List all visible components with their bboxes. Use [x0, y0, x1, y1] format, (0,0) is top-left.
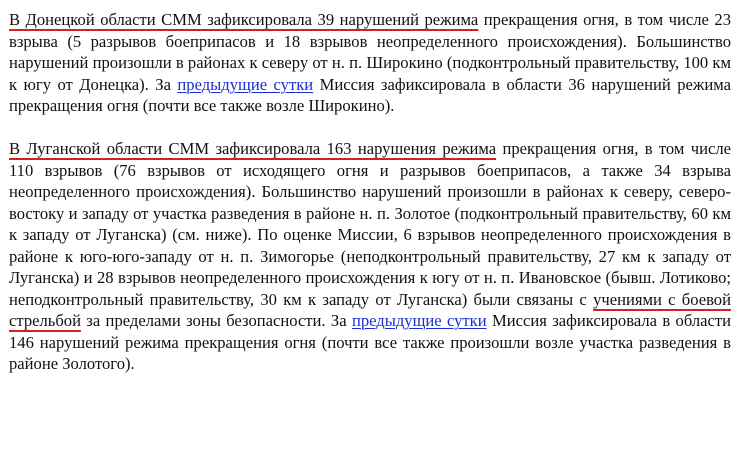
previous-day-link[interactable]: предыдущие сутки — [177, 74, 314, 94]
previous-day-link[interactable]: предыдущие сутки — [351, 311, 487, 330]
paragraph-text: за пределами зоны безопасности. За — [80, 311, 352, 330]
paragraph-text: Миссия зафиксировала в области 36 нарушений режима прекращения огня (почти все также возле Широкино). — [9, 74, 732, 115]
paragraph-text: Миссия зафиксировала в области 146 нарушений режима прекращения огня (почти все также произошли возле участка разведения в районе Золотого). — [9, 311, 731, 373]
paragraph-text: прекращения огня, в том числе 110 взрывов (76 взрывов от исходящего огня и разрывов боеприпасов, а также 34 взрыва неопределенного происхождения). Большинство нарушений произошли в районах к северу, северо-востоку и западу от участка разведения в районе н. п. Золотое (подконтрольный правительству, 60 км к западу от Луганска) (см. ниже). По оценке Миссии, 6 взрывов неопределенного происхождения в районе к юго-юго-западу от н. п. Зимогорье (неподконтрольный правительству, 27 км к западу от Луганска) и 28 взрывов неопределенного происхождения к югу от н. п. Ивановское (бывш. Лотиково; неподконтрольный правительству, 30 км к западу от Луганска) были связаны с — [9, 139, 731, 309]
document-body — [9, 9, 731, 375]
highlighted-phrase: В Донецкой области СММ зафиксировала 39 нарушений режима — [9, 10, 479, 29]
highlighted-phrase: В Луганской области СММ зафиксировала 163 нарушения режима — [9, 139, 497, 158]
highlighted-phrase: учениями с боевой стрельбой — [9, 289, 731, 330]
paragraph-luhansk — [9, 138, 731, 375]
paragraph-text: прекращения огня, в том числе 23 взрыва (5 разрывов боеприпасов и 18 взрывов неопределенного происхождения). Большинство нарушений произошли в районах к северу от н. п. Широкино (подконтрольный правительству, 100 км к югу от Донецка). За — [9, 10, 731, 94]
paragraph-donetsk — [9, 9, 731, 117]
